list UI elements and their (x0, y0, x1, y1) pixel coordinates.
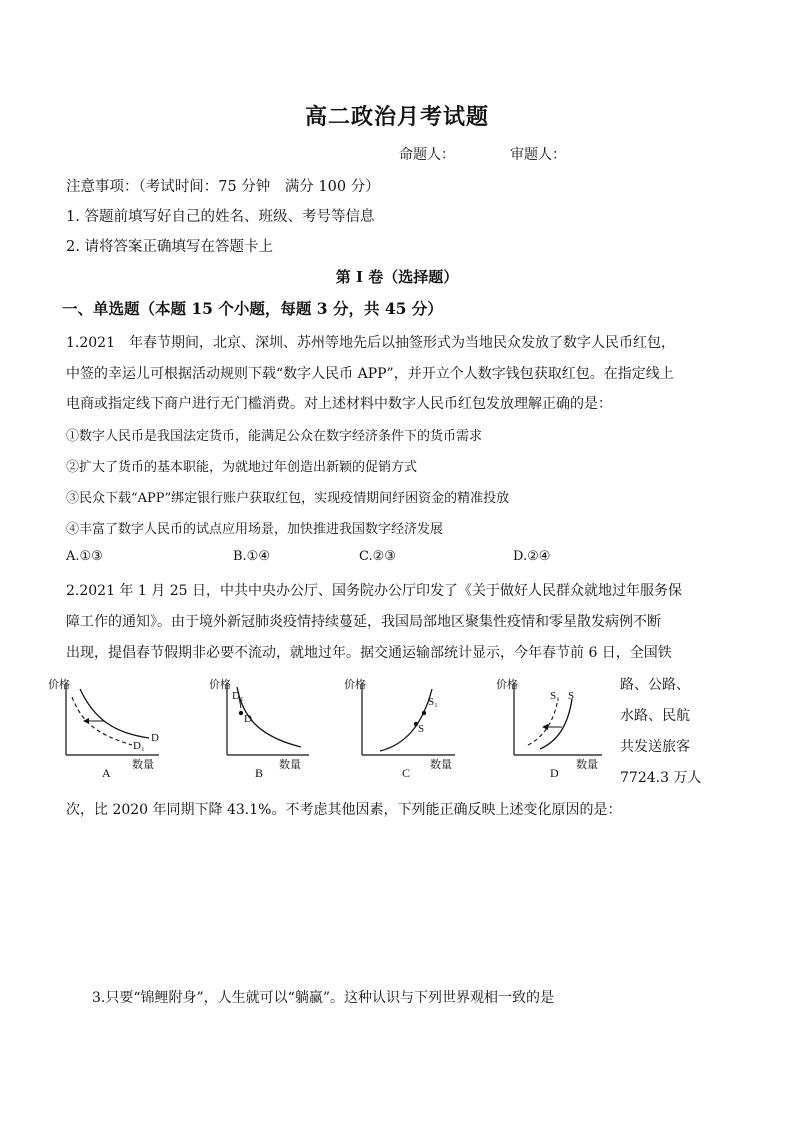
q1-answer-d: D.②④ (513, 549, 551, 564)
page-title: 高二政治月考试题 (304, 104, 489, 130)
graph-c-label-s: S (418, 723, 425, 735)
q1-option-1: ①数字人民币是我国法定货币，能满足公众在数字经济条件下的货币需求 (66, 429, 483, 444)
q2-side-2: 水路、民航 (620, 708, 690, 724)
graph-c-xaxis-label: 数量 (430, 759, 452, 771)
graph-c (340, 675, 470, 785)
q1-answer-a: A.①③ (66, 549, 103, 564)
q2-side-3: 共发送旅客 (620, 739, 690, 755)
graph-b-point-d (239, 711, 243, 715)
q1-option-2: ②扩大了货币的基本职能，为就地过年创造出新颖的促销方式 (66, 460, 418, 475)
q1-line-2: 中签的幸运儿可根据活动规则下载“数字人民币 APP”，并开立个人数字钱包获取红包。在指定线上 (66, 366, 674, 382)
graph-a-label-d: D (151, 732, 159, 744)
q3-line-1: 3.只要“锦鲤附身”，人生就可以“躺赢”。这种认识与下列世界观相一致的是 (92, 990, 554, 1006)
q1-option-3: ③民众下载“APP”绑定银行账户获取红包，实现疫情期间纾困资金的精准投放 (66, 491, 510, 506)
graph-b (209, 675, 319, 785)
graph-c-label-s1: S₁ (428, 696, 438, 708)
q2-side-1: 路、公路、 (620, 677, 690, 693)
graph-d-caption: D (550, 766, 559, 780)
graph-d (492, 675, 617, 785)
graph-c-yaxis-label: 价格 (344, 679, 366, 691)
graph-d-yaxis-label: 价格 (496, 679, 518, 691)
graph-d-supply-curve-s1 (528, 699, 558, 745)
q2-side-4: 7724.3 万人 (620, 770, 702, 786)
section-title: 第 I 卷（选择题） (335, 268, 459, 286)
graph-c-supply-curve (380, 689, 432, 751)
graph-b-yaxis-label: 价格 (209, 679, 231, 691)
graph-d-label-s1: S₁ (550, 690, 560, 702)
part-heading: 一、单选题（本题 15 个小题，每题 3 分，共 45 分） (62, 299, 443, 318)
graph-c-point-s1 (422, 711, 426, 715)
q2-line-1: 2.2021 年 1 月 25 日，中共中央办公厅、国务院办公厅印发了《关于做好人民群众就地过年服务保 (66, 583, 682, 599)
graph-a-xaxis-label: 数量 (132, 759, 154, 771)
q1-answer-b: B.①④ (233, 549, 270, 564)
graph-d-xaxis-label: 数量 (576, 759, 598, 771)
graph-a-yaxis-label: 价格 (48, 679, 70, 691)
notice-line-2: 1. 答题前填写好自己的姓名、班级、考号等信息 (66, 209, 375, 225)
q1-line-3: 电商或指定线下商户进行无门槛消费。对上述材料中数字人民币红包发放理解正确的是： (66, 396, 612, 412)
graph-b-label-d1: D₁ (232, 690, 244, 702)
graph-b-label-d: D (244, 713, 252, 725)
notice-line-3: 2. 请将答案正确填写在答题卡上 (66, 239, 273, 255)
q1-answer-c: C.②③ (359, 549, 396, 564)
graph-d-label-s: S (568, 690, 575, 702)
graph-b-xaxis-label: 数量 (279, 759, 301, 771)
graph-a (44, 675, 174, 785)
q1-line-1: 1.2021 年春节期间，北京、深圳、苏州等地先后以抽签形式为当地民众发放了数字人民币红包， (66, 335, 675, 351)
notice-line-1: 注意事项：（考试时间：75 分钟 满分 100 分） (66, 179, 380, 195)
q2-line-3: 出现，提倡春节假期非必要不流动，就地过年。据交通运输部统计显示，今年春节前 6 日，全国铁 (66, 645, 672, 661)
graph-b-caption: B (255, 766, 264, 780)
graph-a-caption: A (102, 766, 111, 780)
graph-c-caption: C (402, 766, 411, 780)
proposer-label: 命题人： (399, 147, 455, 163)
reviewer-label: 审题人： (510, 147, 566, 163)
q2-line-4: 次，比 2020 年同期下降 43.1%。不考虑其他因素，下列能正确反映上述变化原因的是： (66, 802, 622, 818)
q1-option-4: ④丰富了数字人民币的试点应用场景，加快推进我国数字经济发展 (66, 522, 444, 537)
q2-line-2: 障工作的通知》。由于境外新冠肺炎疫情持续蔓延，我国局部地区聚集性疫情和零星散发病例不断 (66, 614, 661, 630)
graph-a-label-d1: D₁ (133, 740, 145, 752)
graph-a-demand-curve-d (80, 689, 149, 738)
